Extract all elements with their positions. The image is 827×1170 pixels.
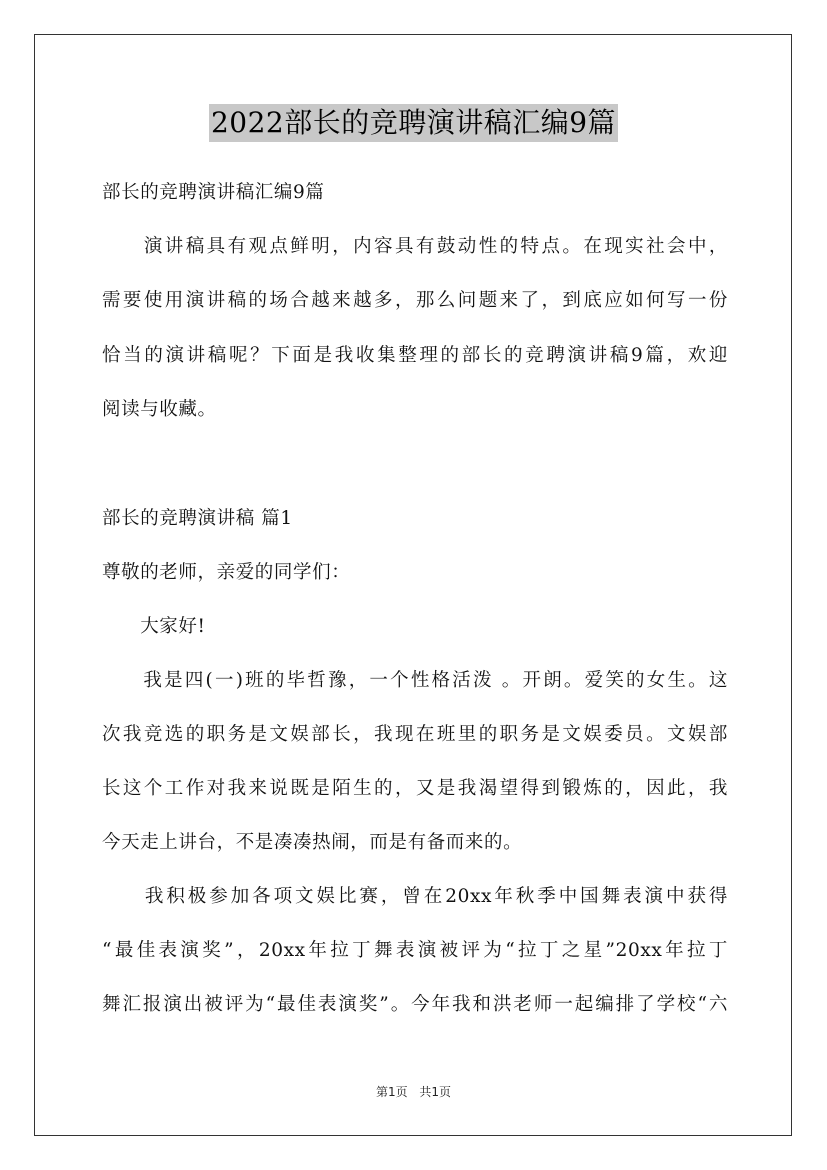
intro-line: 恰当的演讲稿呢？下面是我收集整理的部长的竞聘演讲稿9篇，欢迎 xyxy=(102,345,728,366)
intro-line: 演讲稿具有观点鲜明，内容具有鼓动性的特点。在现实社会中， xyxy=(102,236,728,257)
greeting: 大家好! xyxy=(102,616,206,637)
paragraph-line: 次我竞选的职务是文娱部长，我现在班里的职务是文娱委员。文娱部 xyxy=(102,724,728,745)
section-heading: 部长的竞聘演讲稿 篇1 xyxy=(102,508,293,529)
paragraph-line: 我是四(一)班的毕哲豫，一个性格活泼 。开朗。爱笑的女生。这 xyxy=(102,670,728,691)
paragraph-line: 我积极参加各项文娱比赛，曾在20xx年秋季中国舞表演中获得 xyxy=(102,886,728,907)
document-title: 2022部长的竞聘演讲稿汇编9篇 xyxy=(209,104,618,142)
salutation: 尊敬的老师，亲爱的同学们： xyxy=(102,562,351,583)
page-total: 共1页 xyxy=(419,1085,452,1099)
paragraph-line: “最佳表演奖”，20xx年拉丁舞表演被评为“拉丁之星”20xx年拉丁 xyxy=(102,940,728,961)
page-number: 第1页 xyxy=(375,1085,408,1099)
page-footer xyxy=(0,1083,827,1100)
title-wrapper xyxy=(0,104,827,142)
subtitle: 部长的竞聘演讲稿汇编9篇 xyxy=(102,182,325,203)
intro-line: 需要使用演讲稿的场合越来越多，那么问题来了，到底应如何写一份 xyxy=(102,290,728,311)
intro-line: 阅读与收藏。 xyxy=(102,399,217,420)
paragraph-line: 舞汇报演出被评为“最佳表演奖”。今年我和洪老师一起编排了学校“六 xyxy=(102,994,728,1015)
paragraph-line: 今天走上讲台，不是凑凑热闹，而是有备而来的。 xyxy=(102,832,523,853)
paragraph-line: 长这个工作对我来说既是陌生的，又是我渴望得到锻炼的，因此，我 xyxy=(102,778,728,799)
